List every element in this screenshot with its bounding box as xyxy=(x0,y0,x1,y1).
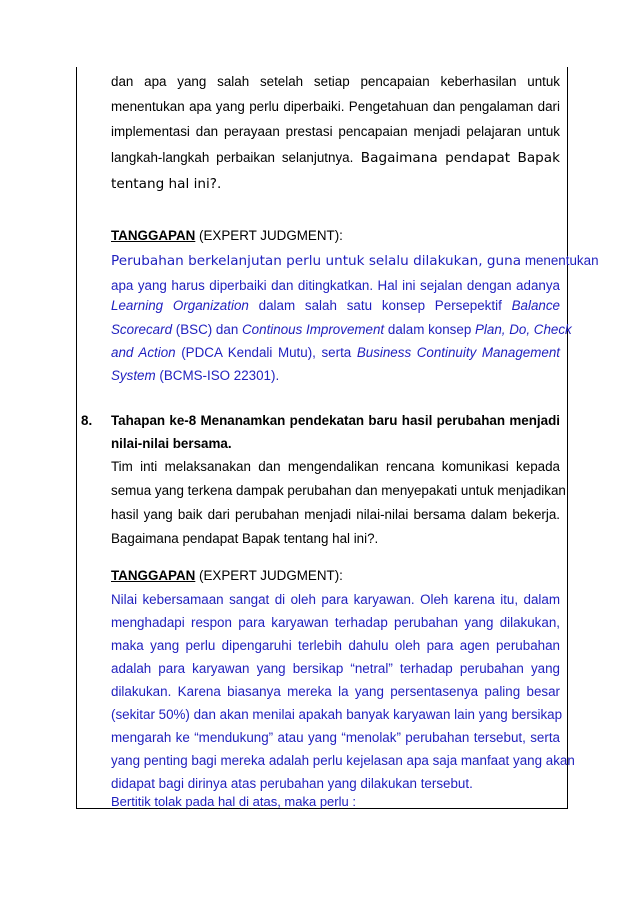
paragraph-line: implementasi dan perayaan prestasi pencapaian menjadi pelajaran untuk xyxy=(111,124,560,139)
response-line xyxy=(111,343,560,363)
item-title: Tahapan ke-8 Menanamkan pendekatan baru hasil perubahan menjadi xyxy=(111,413,560,428)
text-run: Perubahan berkelanjutan perlu untuk selalu dilakukan, guna xyxy=(111,253,522,269)
response-heading xyxy=(111,226,560,246)
text-run: menentukan xyxy=(521,253,599,268)
response-line: Nilai kebersamaan sangat di oleh para karyawan. Oleh karena itu, dalam xyxy=(111,592,560,607)
response-label: TANGGAPAN xyxy=(111,568,196,583)
paragraph-line: hasil yang baik dari perubahan menjadi nilai-nilai bersama dalam bekerja. xyxy=(111,507,560,522)
response-line: (sekitar 50%) dan akan menilai apakah banyak karyawan lain yang bersikap xyxy=(111,707,563,722)
paragraph-line: menentukan apa yang perlu diperbaiki. Pengetahuan dan pengalaman dari xyxy=(111,99,560,114)
response-line: dilakukan. Karena biasanya mereka la yang persentasenya paling besar xyxy=(111,684,560,699)
paragraph-line: Tim inti melaksanakan dan mengendalikan rencana komunikasi kepada xyxy=(111,459,560,474)
paragraph-line: dan apa yang salah setelah setiap pencapaian keberhasilan untuk xyxy=(111,74,560,89)
response-line: Bertitik tolak pada hal di atas, maka perlu : xyxy=(111,794,356,809)
response-line: menghadapi respon para karyawan terhadap perubahan yang dilakukan, xyxy=(111,615,560,630)
paragraph-line xyxy=(111,148,560,168)
paragraph-line: semua yang terkena dampak perubahan dan menyepakati untuk menjadikan xyxy=(111,483,566,498)
item-number: 8. xyxy=(81,413,93,428)
text-run: and Action xyxy=(111,345,176,360)
paragraph-line: Bagaimana pendapat Bapak tentang hal ini?. xyxy=(111,531,379,546)
response-line: didapat bagi dirinya atas perubahan yang dilakukan tersebut. xyxy=(111,776,473,791)
response-line: mengarah ke “mendukung” atau yang “menolak” perubahan tersebut, serta xyxy=(111,730,560,745)
text-run: Balance xyxy=(511,298,560,313)
text-run: Continous Improvement xyxy=(242,322,385,337)
response-line: yang penting bagi mereka adalah perlu kejelasan apa saja manfaat yang akan xyxy=(111,753,575,768)
text-run: (PDCA Kendali Mutu), serta xyxy=(175,345,357,360)
text-run: Plan, Do, Check xyxy=(474,322,572,337)
response-line: adalah para karyawan yang bersikap “netral” terhadap perubahan yang xyxy=(111,661,560,676)
text-run: System xyxy=(111,368,156,383)
response-label: TANGGAPAN xyxy=(111,228,196,243)
text-run: langkah-langkah perbaikan selanjutnya. xyxy=(111,150,354,165)
response-line: apa yang harus diperbaiki dan ditingkatkan. Hal ini sejalan dengan adanya xyxy=(111,278,560,293)
text-run: dalam salah satu konsep Persepektif xyxy=(248,298,512,313)
text-run: Bagaimana pendapat Bapak xyxy=(353,150,560,166)
response-line xyxy=(111,320,572,340)
response-line: maka yang perlu dipengaruhi terlebih dahulu oleh para agen perubahan xyxy=(111,638,560,653)
response-suffix: (EXPERT JUDGMENT): xyxy=(195,568,343,583)
text-run: dalam konsep xyxy=(384,322,475,337)
text-run: Scorecard xyxy=(111,322,173,337)
text-run: Business Continuity Management xyxy=(356,345,560,360)
text-run: (BSC) dan xyxy=(172,322,242,337)
text-run: (BCMS-ISO 22301). xyxy=(155,368,280,383)
response-line xyxy=(111,366,560,386)
response-line xyxy=(111,251,599,271)
response-heading xyxy=(111,566,560,586)
item-title: nilai-nilai bersama. xyxy=(111,436,232,451)
paragraph-line: tentang hal ini?. xyxy=(111,176,222,192)
response-line xyxy=(111,296,560,316)
response-suffix: (EXPERT JUDGMENT): xyxy=(195,228,343,243)
text-run: Learning Organization xyxy=(111,298,249,313)
